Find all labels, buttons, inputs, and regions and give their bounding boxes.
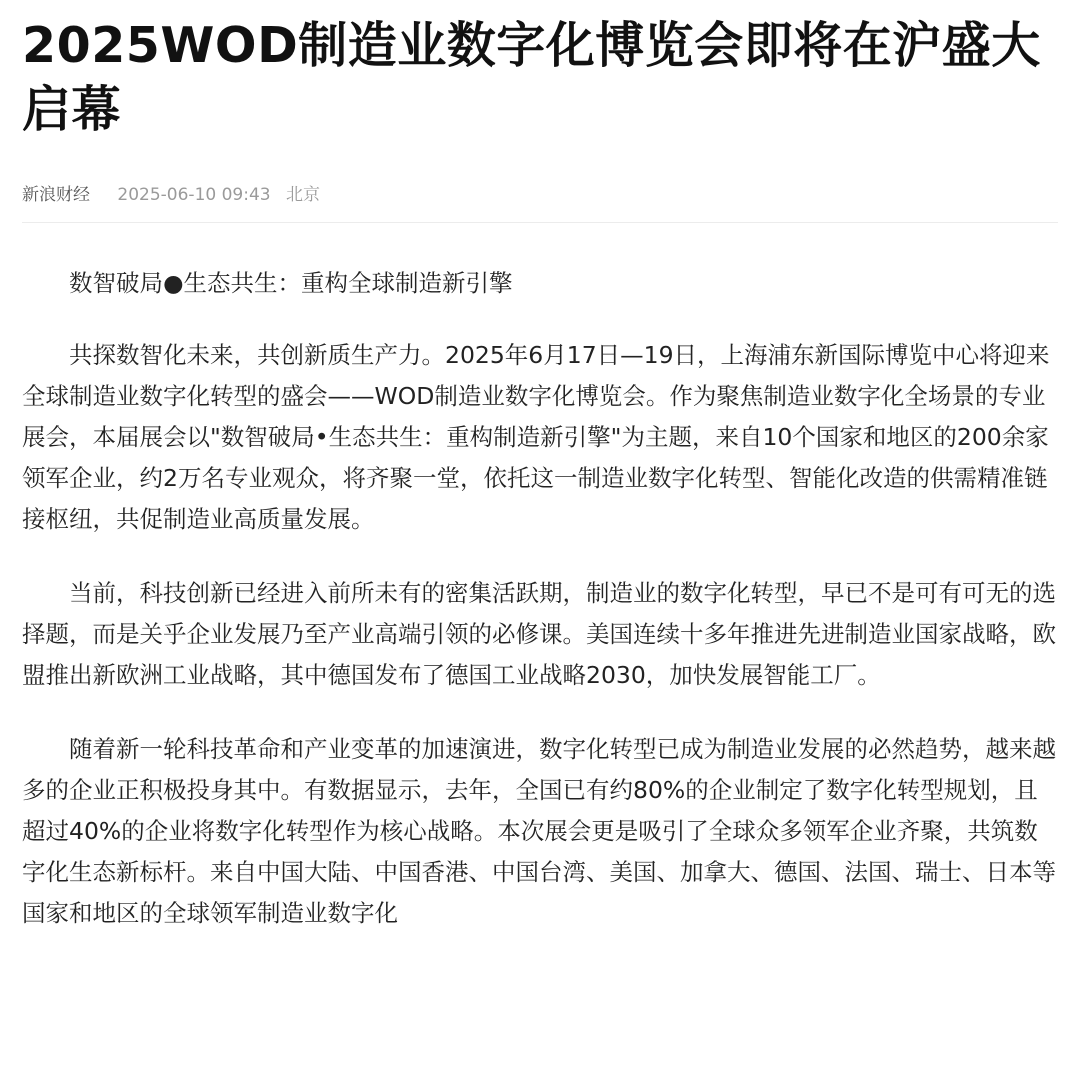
article-subheading: 数智破局●生态共生：重构全球制造新引擎	[69, 269, 513, 297]
article-paragraph: 共探数智化未来，共创新质生产力。2025年6月17日—19日，上海浦东新国际博览中心将迎来全球制造业数字化转型的盛会——WOD制造业数字化博览会。作为聚焦制造业数字化全场景的专业展会，本届展会以"数智破局•生态共生：重构制造新引擎"为主题，来自10个国家和地区的200余家领军企业，约2万名专业观众，将齐聚一堂，依托这一制造业数字化转型、智能化改造的供需精准链接枢纽，共促制造业高质量发展。	[22, 341, 1050, 533]
publish-datetime: 2025-06-10 09:43	[117, 185, 271, 205]
article-paragraph: 随着新一轮科技革命和产业变革的加速演进，数字化转型已成为制造业发展的必然趋势，越来越多的企业正积极投身其中。有数据显示，去年，全国已有约80%的企业制定了数字化转型规划，且超过40%的企业将数字化转型作为核心战略。本次展会更是吸引了全球众多领军企业齐聚，共筑数字化生态新标杆。来自中国大陆、中国香港、中国台湾、美国、加拿大、德国、法国、瑞士、日本等国家和地区的全球领军制造业数字化	[22, 735, 1056, 927]
article-body	[22, 263, 1058, 934]
article-title: 2025WOD制造业数字化博览会即将在沪盛大启幕	[22, 17, 1041, 138]
publish-location: 北京	[286, 185, 321, 205]
article-paragraph: 当前，科技创新已经进入前所未有的密集活跃期，制造业的数字化转型，早已不是可有可无的选择题，而是关乎企业发展乃至产业高端引领的必修课。美国连续十多年推进先进制造业国家战略，欧盟推出新欧洲工业战略，其中德国发布了德国工业战略2030，加快发展智能工厂。	[22, 579, 1056, 689]
source-link[interactable]: 新浪财经	[22, 185, 90, 205]
article-meta	[22, 180, 1058, 223]
